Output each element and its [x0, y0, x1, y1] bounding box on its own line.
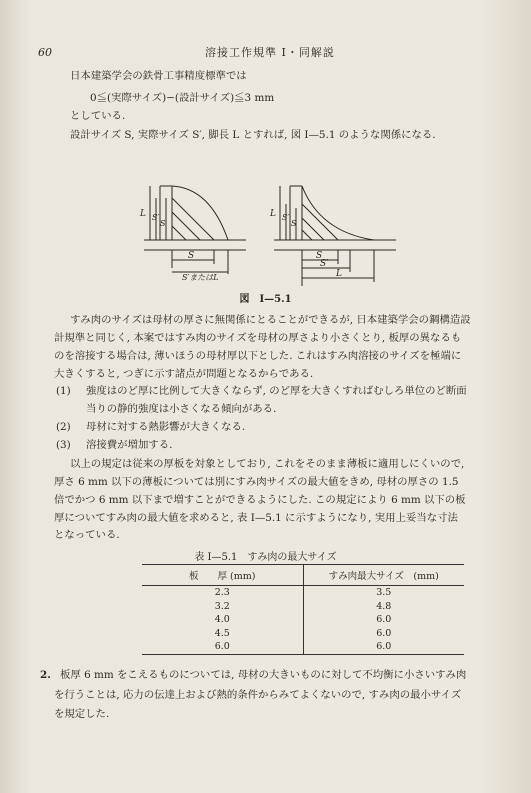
list-num: (2) [56, 421, 71, 433]
table-header: 板 厚 (mm) [142, 565, 303, 586]
table-header: すみ肉最大サイズ (mm) [303, 565, 464, 586]
table-row [142, 600, 464, 614]
label-bottom-Sp-right: S′ [320, 259, 329, 269]
label-bottom-SL: S′またはL [182, 273, 219, 282]
label-bottom-L-right: L [336, 269, 342, 279]
text-line: 計規準と同じく, 本案ではすみ肉のサイズを母材の厚さより小さくとり, 板厚の異なるも [54, 332, 462, 344]
table-row [142, 627, 464, 641]
text-line: 厚についてすみ肉の最大値を求めると, 表 I—5.1 に示すようになり, 実用上妥当な寸法 [54, 512, 458, 524]
text-line: を行うことは, 応力の伝達上および熱的条件からみてよくないので, すみ肉の最小サイズ [54, 689, 462, 701]
label-L: L [140, 209, 146, 219]
text-line: 以上の規定は従来の厚板を対象としており, これをそのまま薄板に適用しにくいので, [70, 458, 465, 470]
figure-I-5-1 [130, 168, 420, 288]
label-Sp-right: S′ [282, 213, 290, 222]
label-S-right: S [291, 219, 297, 228]
label-S: S [160, 219, 166, 228]
max-fillet-size-table [142, 564, 464, 655]
list-item: 母材に対する熱影響が大きくなる. [86, 421, 246, 433]
table-row [142, 586, 464, 600]
label-bottom-S: S [188, 251, 195, 261]
list-num: (3) [56, 439, 71, 451]
page-number: 60 [38, 46, 52, 59]
text-line: としている. [70, 110, 126, 122]
table-row [142, 613, 464, 627]
list-item: 強度はのど厚に比例して大きくならず, のど厚を大きくすればむしろ単位のど断面 [86, 385, 467, 397]
table-row [142, 640, 464, 654]
label-L-right: L [270, 209, 276, 219]
text-line: を規定した. [54, 708, 110, 720]
text-line: のを溶接する場合は, 薄いほうの母材厚以下とした. これはすみ肉溶接のサイズを極端に [54, 350, 462, 362]
list-item: 当りの静的強度は小さくなる傾向がある. [86, 403, 277, 415]
text-line: 日本建築学会の鉄骨工事精度標準では [70, 70, 247, 82]
label-Sp: S′ [152, 213, 160, 222]
item-number: 2. [40, 669, 51, 681]
table-cell: 4.5 [142, 627, 303, 641]
table-cell: 6.0 [303, 640, 464, 654]
table-cell: 4.0 [142, 613, 303, 627]
table-cell: 2.3 [142, 586, 303, 600]
table-caption: 表 I—5.1 すみ肉の最大サイズ [194, 552, 337, 563]
label-bottom-S-right: S [316, 251, 323, 261]
list-item: 溶接費が増加する. [86, 439, 173, 451]
table-cell: 3.5 [376, 587, 392, 599]
formula-line: 0≦(実際サイズ)−(設計サイズ)≦3 mm [90, 92, 275, 104]
text-line: 大きくすると, つぎに示す諸点が問題となるからである. [54, 368, 314, 380]
figure-caption: 図 I—5.1 [239, 294, 292, 305]
table-cell: 6.0 [376, 627, 392, 639]
text-line: 厚さ 6 mm 以下の薄板については別にすみ肉サイズの最大値をきめ, 母材の厚さの 1.5 [54, 476, 459, 488]
running-title: 溶接工作規準 I・同解説 [205, 46, 335, 59]
text-line: すみ肉のサイズは母材の厚さに無関係にとることができるが, 日本建築学会の鋼構造設 [70, 314, 471, 326]
table-cell: 6.0 [142, 640, 303, 654]
text-line: となっている. [54, 529, 120, 541]
text-line: 倍でかつ 6 mm 以下まで増すことができるようにした. この規定により 6 mm 以下の板 [54, 494, 466, 506]
text-line: 板厚 6 mm をこえるものについては, 母材の大きいものに対して不均衡に小さいすみ肉 [60, 669, 467, 681]
table-cell: 3.2 [142, 600, 303, 614]
table-cell: 4.8 [376, 600, 392, 612]
list-num: (1) [56, 385, 71, 397]
text-line: 設計サイズ S, 実際サイズ S′, 脚長 L とすれば, 図 I—5.1 のような関係になる. [70, 129, 436, 141]
table-cell: 6.0 [376, 614, 392, 626]
